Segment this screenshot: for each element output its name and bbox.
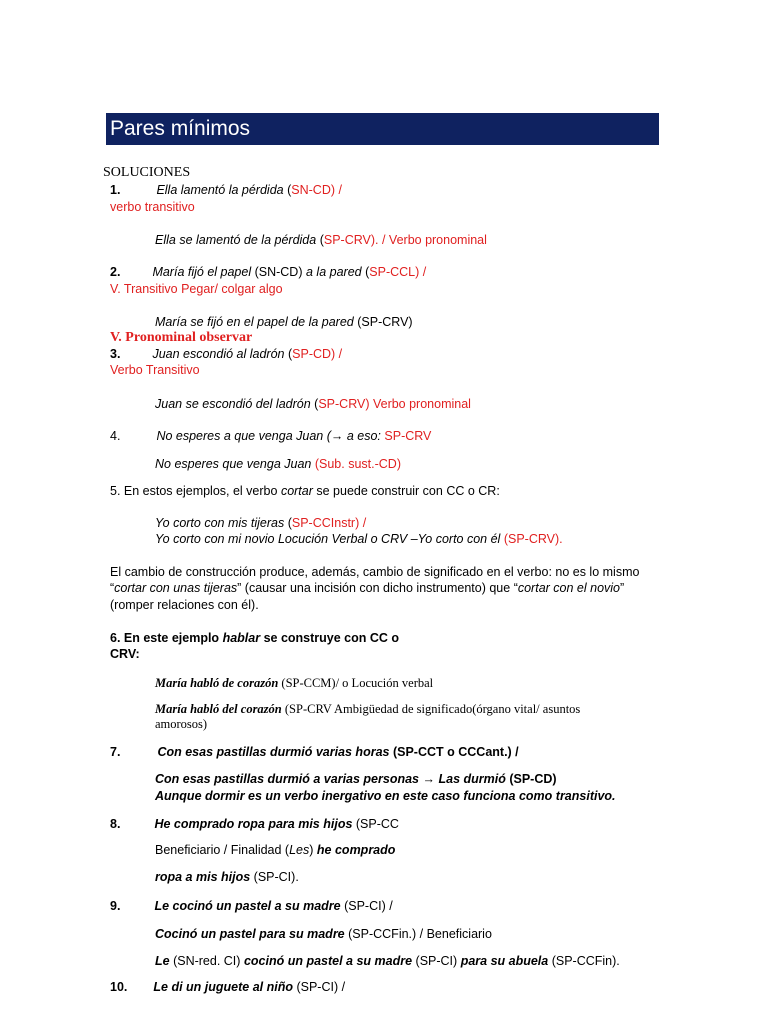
syntax-tag: SP-CRV). / Verbo pronominal — [323, 233, 487, 247]
title-bar — [106, 113, 659, 145]
example-text: María se fijó en el papel de la pared — [155, 315, 354, 329]
example-text: No esperes que venga Juan — [155, 457, 312, 471]
example-text: ropa a mis hijos — [155, 870, 251, 884]
item-6-line-b-cont: amorosos) — [155, 717, 208, 731]
item-8-line-b: Beneficiario / Finalidad (Les) he comprado — [155, 843, 396, 857]
example-text: Cocinó un pastel para su madre — [155, 927, 345, 941]
item-6-line-b: María habló del corazón (SP-CRV Ambigüedad de significado(órgano vital/ asuntos — [155, 702, 581, 716]
syntax-tag: SP-CRV) Verbo pronominal — [318, 397, 471, 411]
item-4-line-b — [155, 456, 401, 472]
item-2-note-b: V. Pronominal observar — [110, 330, 253, 345]
item-10-line-a: 10. Le di un juguete al niño (SP-CI) / — [110, 980, 346, 994]
syntax-tag: SP-CD) / — [292, 347, 343, 361]
example-text: Ella lamentó la pérdida — [156, 183, 284, 197]
item-6-line-a: María habló de corazón (SP-CCM)/ o Locución verbal — [155, 676, 434, 690]
example-text: Ella se lamentó de la pérdida — [155, 233, 317, 247]
item-number: 1. — [110, 183, 121, 197]
item-5-intro: 5. En estos ejemplos, el verbo cortar se puede construir con CC o CR: — [110, 484, 500, 498]
example-text: Le di un juguete al niño — [153, 980, 293, 994]
item-number: 3. — [110, 347, 121, 361]
example-text: Juan escondió al ladrón — [152, 347, 285, 361]
example-text: María habló del corazón — [155, 702, 282, 716]
syntax-tag: SP-CCInstr) / — [291, 516, 367, 530]
item-3-line-a: 3. Juan escondió al ladrón (SP-CD) / — [110, 347, 343, 361]
item-1-line-b: Ella se lamentó de la pérdida (SP-CRV). / Verbo pronominal — [155, 233, 487, 247]
item-number: 8. — [110, 817, 121, 831]
item-number: 4. — [110, 429, 121, 443]
item-1-note: verbo transitivo — [110, 200, 195, 214]
example-text: Con esas pastillas durmió varias horas — [157, 745, 390, 759]
item-9-line-a: 9. Le cocinó un pastel a su madre (SP-CI) / — [110, 899, 393, 913]
item-5-line-2 — [155, 531, 563, 547]
example-text: Con esas pastillas durmió a varias personas — [155, 772, 420, 786]
item-9-line-c: Le (SN-red. CI) cocinó un pastel a su madre (SP-CI) para su abuela (SP-CCFin). — [155, 954, 620, 968]
item-5-paragraph-line-2: “cortar con unas tijeras” (causar una incisión con dicho instrumento) que “cortar con el novio” — [110, 581, 625, 595]
item-9-line-b: Cocinó un pastel para su madre (SP-CCFin.) / Beneficiario — [155, 927, 492, 941]
example-text: Juan se escondió del ladrón — [155, 397, 311, 411]
item-2-line-a: 2. María fijó el papel (SN-CD) a la pared (SP-CCL) / — [110, 265, 427, 279]
item-5-paragraph-line-3: (romper relaciones con él). — [110, 598, 259, 612]
arrow-icon: → — [422, 772, 435, 786]
item-number: 7. — [110, 745, 121, 759]
example-text: He comprado ropa para mis hijos — [154, 817, 353, 831]
item-2-line-b: María se fijó en el papel de la pared (SP-CRV) — [155, 315, 413, 329]
example-text: Le cocinó un pastel a su madre — [154, 899, 341, 913]
item-6-intro-2: CRV: — [110, 647, 140, 661]
item-7-line-b: Con esas pastillas durmió a varias personas → Las durmió (SP-CD) — [155, 772, 557, 786]
syntax-tag: SP-CRV — [384, 429, 432, 443]
example-text: María habló de corazón — [155, 676, 279, 690]
example-text: María fijó el papel — [152, 265, 252, 279]
syntax-tag: (Sub. sust.-CD) — [314, 457, 401, 471]
syntax-tag: (SP-CRV). — [503, 532, 563, 546]
item-4-line-a: 4. No esperes a que venga Juan (→ a eso: SP-CRV — [110, 429, 432, 443]
item-5-paragraph-line-1: El cambio de construcción produce, además, cambio de significado en el verbo: no es lo mismo — [110, 565, 640, 579]
item-number: 2. — [110, 265, 121, 279]
item-1-line-a: 1. Ella lamentó la pérdida (SN-CD) / — [110, 183, 342, 197]
item-7-line-a: 7. Con esas pastillas durmió varias horas (SP-CCT o CCCant.) / — [110, 745, 519, 759]
example-text: Yo corto con mi novio Locución Verbal o CRV –Yo corto con él — [155, 532, 501, 546]
item-number: 9. — [110, 899, 121, 913]
item-8-line-a: 8. He comprado ropa para mis hijos (SP-CC — [110, 817, 399, 831]
item-6-intro: 6. En este ejemplo hablar se construye con CC o — [110, 631, 400, 645]
item-8-line-c: ropa a mis hijos (SP-CI). — [155, 870, 299, 884]
item-2-note: V. Transitivo Pegar/ colgar algo — [110, 282, 283, 296]
item-3-note: Verbo Transitivo — [110, 363, 200, 377]
example-text: Yo corto con mis tijeras — [155, 516, 285, 530]
syntax-tag: SP-CCL) / — [369, 265, 427, 279]
item-3-line-b: Juan se escondió del ladrón (SP-CRV) Verbo pronominal — [155, 397, 471, 411]
item-5-line-1: Yo corto con mis tijeras (SP-CCInstr) / — [155, 516, 367, 530]
example-text: No esperes a que venga Juan — [156, 429, 324, 443]
item-number: 10. — [110, 980, 128, 994]
syntax-tag: SN-CD) / — [291, 183, 342, 197]
section-label: SOLUCIONES — [103, 165, 191, 180]
item-7-line-c: Aunque dormir es un verbo inergativo en este caso funciona como transitivo. — [155, 789, 616, 803]
page-title: Pares mínimos — [110, 117, 251, 140]
